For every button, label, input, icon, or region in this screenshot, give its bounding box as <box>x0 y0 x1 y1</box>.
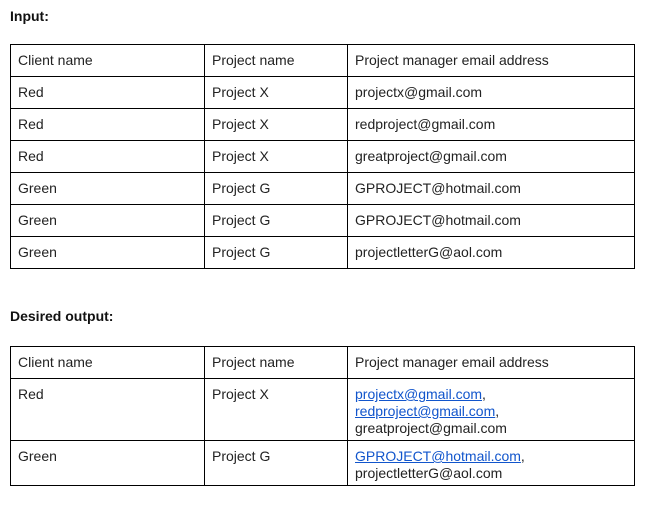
email-line <box>355 448 627 465</box>
column-header-client: Client name <box>11 45 205 77</box>
table-row <box>11 141 635 173</box>
table-row <box>11 441 635 486</box>
table-header-row <box>11 45 635 77</box>
table-row <box>11 109 635 141</box>
table-row <box>11 205 635 237</box>
client-cell: Green <box>11 173 205 205</box>
output-heading: Desired output: <box>10 308 114 324</box>
email-cell: redproject@gmail.com <box>348 109 635 141</box>
table-row <box>11 237 635 269</box>
client-cell: Red <box>11 141 205 173</box>
table-header-row <box>11 347 635 379</box>
project-cell: Project X <box>205 379 348 441</box>
project-cell: Project X <box>205 109 348 141</box>
email-line <box>355 465 627 482</box>
table-row <box>11 77 635 109</box>
email-cell: projectx@gmail.com <box>348 77 635 109</box>
email-cell: greatproject@gmail.com <box>348 141 635 173</box>
email-text: greatproject@gmail.com <box>355 420 507 436</box>
column-header-client: Client name <box>11 347 205 379</box>
column-header-email: Project manager email address <box>348 347 635 379</box>
email-link[interactable]: redproject@gmail.com <box>355 403 496 419</box>
column-header-email: Project manager email address <box>348 45 635 77</box>
client-cell: Red <box>11 379 205 441</box>
client-cell: Red <box>11 109 205 141</box>
table-row <box>11 379 635 441</box>
email-cell: GPROJECT@hotmail.com <box>348 173 635 205</box>
email-line <box>355 420 627 437</box>
project-cell: Project G <box>205 173 348 205</box>
email-separator: , <box>520 448 525 464</box>
email-cell <box>348 441 635 486</box>
client-cell: Green <box>11 205 205 237</box>
email-text: projectletterG@aol.com <box>355 465 503 481</box>
input-heading: Input: <box>10 8 49 24</box>
output-table <box>10 346 635 486</box>
project-cell: Project G <box>205 441 348 486</box>
email-line <box>355 386 627 403</box>
input-table <box>10 44 635 269</box>
email-separator: , <box>482 386 486 402</box>
project-cell: Project X <box>205 77 348 109</box>
project-cell: Project G <box>205 205 348 237</box>
email-cell <box>348 379 635 441</box>
client-cell: Green <box>11 441 205 486</box>
client-cell: Red <box>11 77 205 109</box>
email-cell: GPROJECT@hotmail.com <box>348 205 635 237</box>
client-cell: Green <box>11 237 205 269</box>
email-link[interactable]: GPROJECT@hotmail.com <box>355 448 521 464</box>
table-row <box>11 173 635 205</box>
project-cell: Project G <box>205 237 348 269</box>
email-line <box>355 403 627 420</box>
email-cell: projectletterG@aol.com <box>348 237 635 269</box>
column-header-project: Project name <box>205 45 348 77</box>
column-header-project: Project name <box>205 347 348 379</box>
email-separator: , <box>495 403 500 419</box>
project-cell: Project X <box>205 141 348 173</box>
email-link[interactable]: projectx@gmail.com <box>355 386 483 402</box>
